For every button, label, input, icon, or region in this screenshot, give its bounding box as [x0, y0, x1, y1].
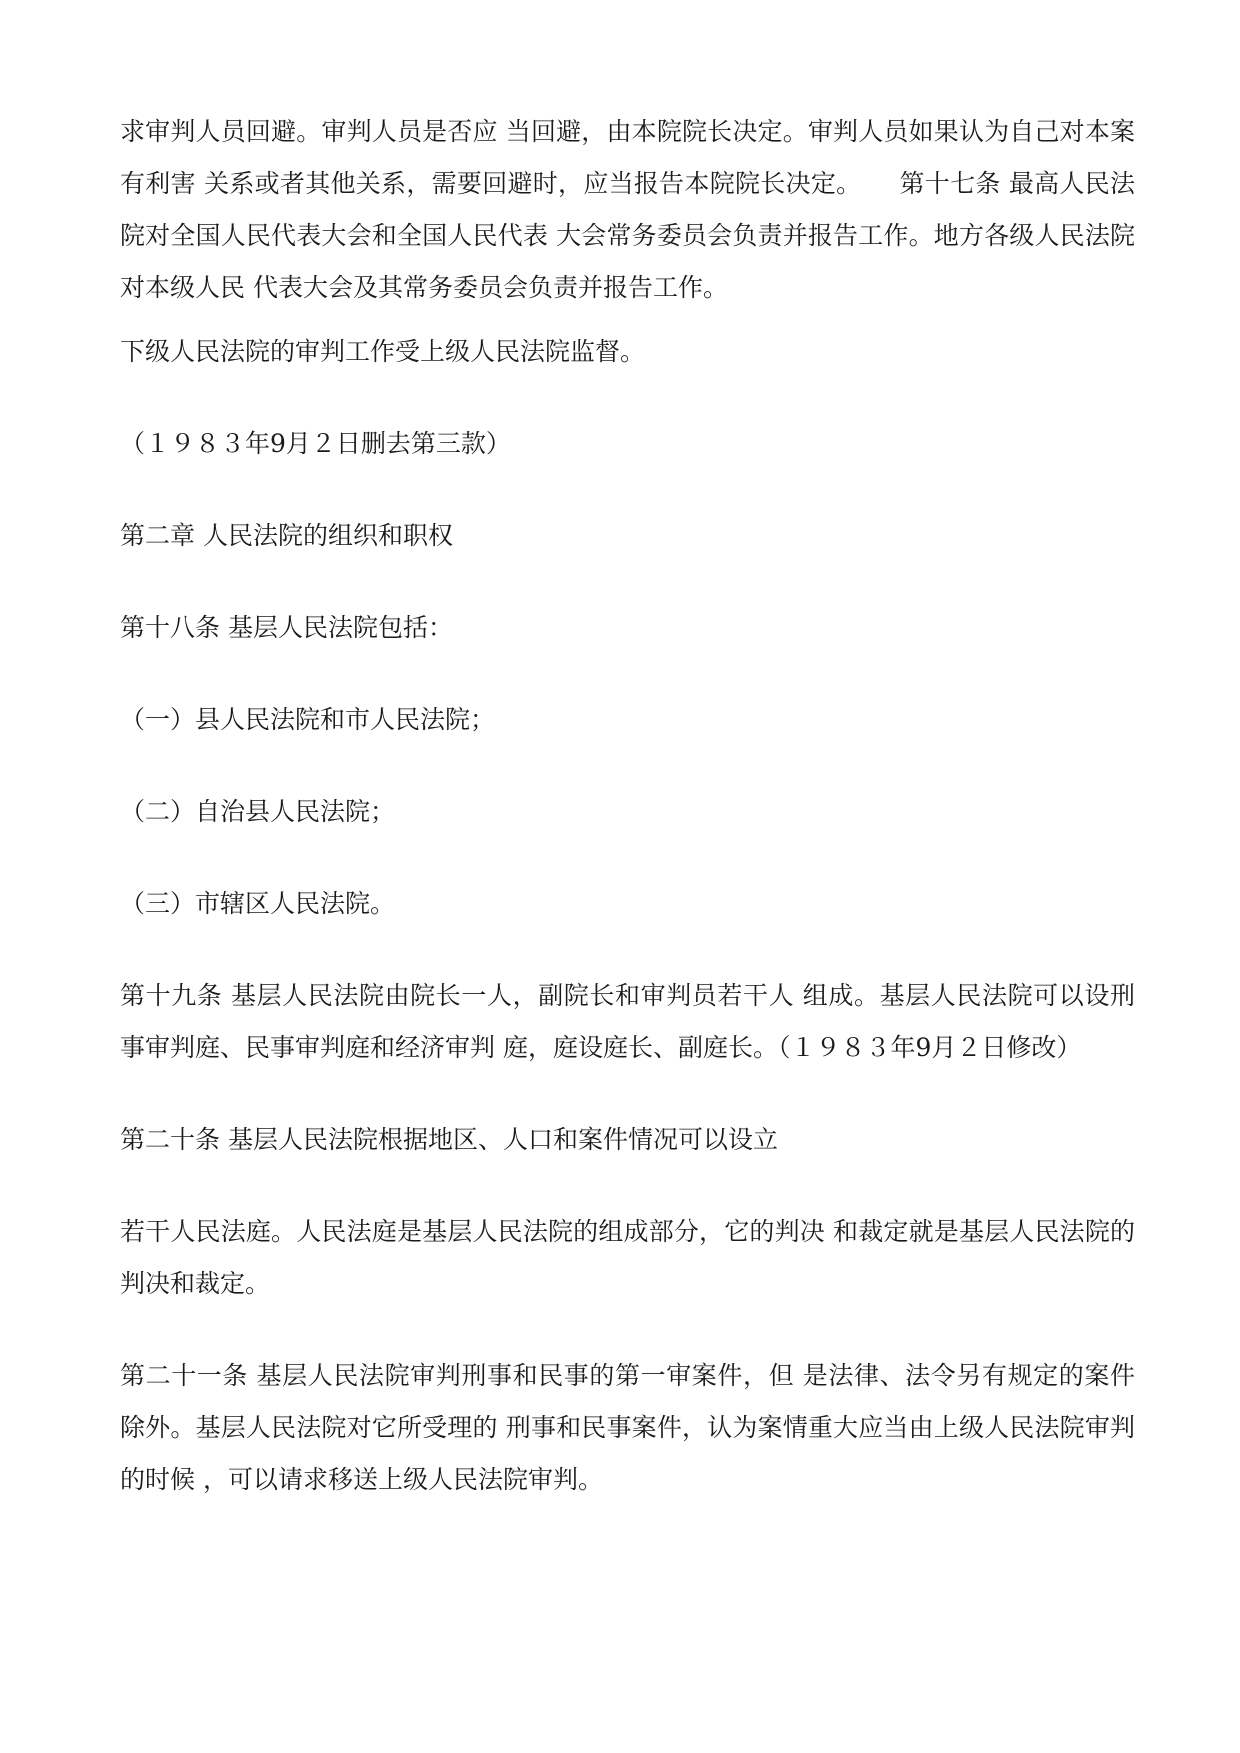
paragraph-article-20-cont: 若干人民法庭。人民法庭是基层人民法院的组成部分，它的判决 和裁定就是基层人民法院的判决和裁定。 — [120, 1217, 1135, 1298]
paragraph-supervision: 下级人民法院的审判工作受上级人民法院监督。 — [120, 337, 646, 366]
list-item-1: （一）县人民法院和市人民法院； — [120, 705, 496, 734]
paragraph-article-19: 第十九条 基层人民法院由院长一人，副院长和审判员若干人 组成。基层人民法院可以设刑事审判庭、民事审判庭和经济审判 庭，庭设庭长、副庭长。（１９８３年9月２日修改） — [120, 981, 1135, 1062]
paragraph-article-21: 第二十一条 基层人民法院审判刑事和民事的第一审案件，但 是法律、法令另有规定的案件除外。基层人民法院对它所受理的 刑事和民事案件，认为案情重大应当由上级人民法院审判的时候 ，可以请求移送上级人民法院审判。 — [120, 1361, 1135, 1494]
list-item-2: （二）自治县人民法院； — [120, 797, 396, 826]
chapter-heading: 第二章 人民法院的组织和职权 — [120, 521, 453, 550]
paragraph-article-18: 第十八条 基层人民法院包括： — [120, 613, 453, 642]
paragraph-article-20: 第二十条 基层人民法院根据地区、人口和案件情况可以设立 — [120, 1125, 778, 1154]
paragraph-deletion-note: （１９８３年9月２日删去第三款） — [120, 429, 511, 458]
paragraph-article-16-17: 求审判人员回避。审判人员是否应 当回避，由本院院长决定。审判人员如果认为自己对本案有利害 关系或者其他关系，需要回避时，应当报告本院院长决定。 第十七条 最高人民法院对全国人民代表大会和全国人民代表 大会常务委员会负责并报告工作。地方各级人民法院对本级人民 代表大会及其常务委员会负责并报告工作。 — [120, 117, 1135, 302]
list-item-3: （三）市辖区人民法院。 — [120, 889, 396, 918]
